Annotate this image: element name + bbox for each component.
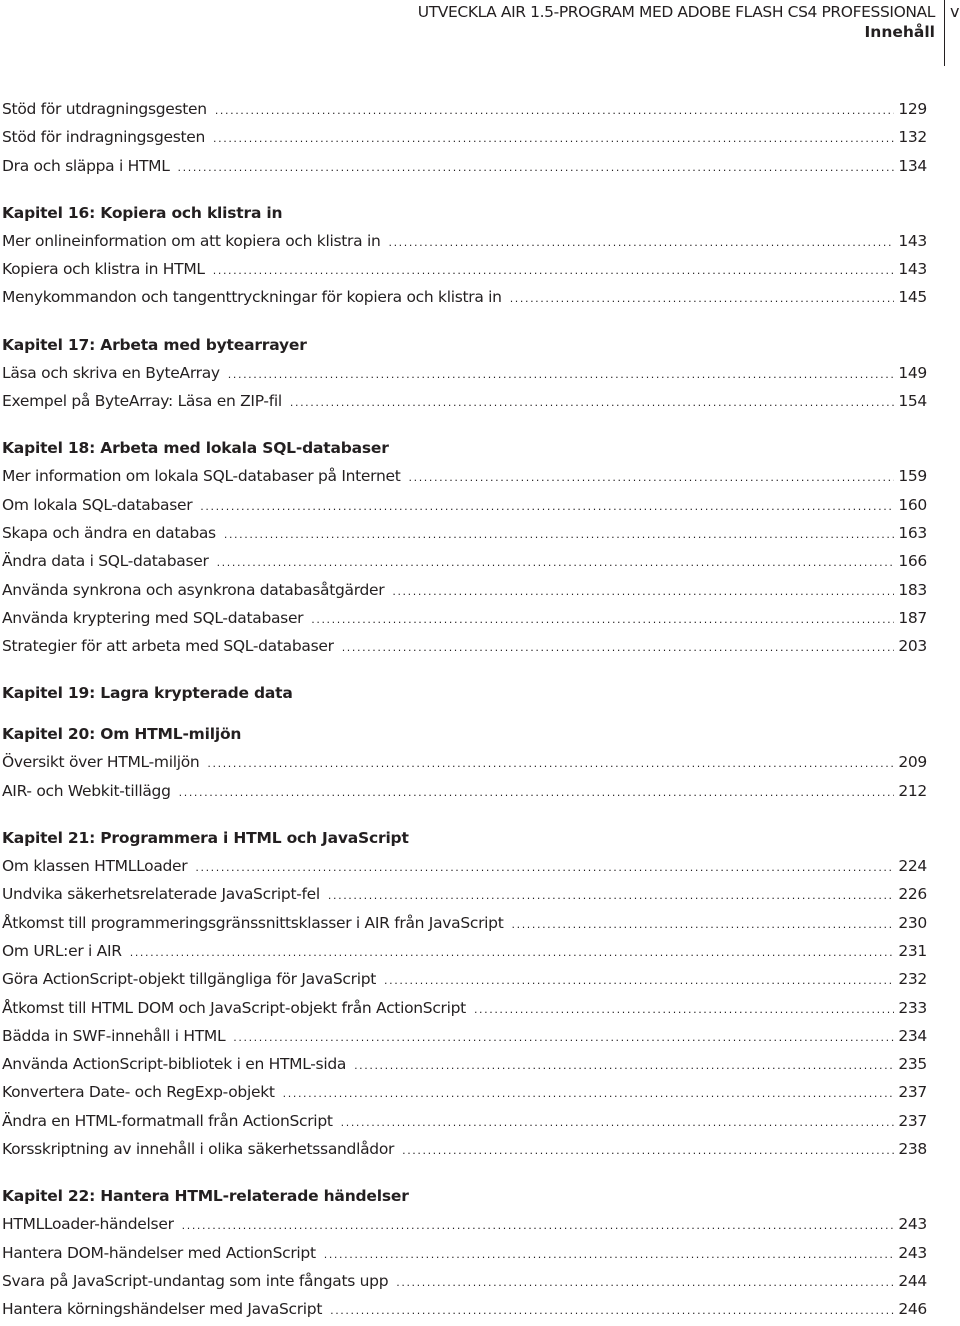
- dot-leader: [290, 389, 894, 417]
- toc-entry-page: 243: [898, 1215, 927, 1234]
- toc-entry[interactable]: [2, 852, 927, 880]
- toc-entry[interactable]: [2, 604, 927, 632]
- toc-entry-page: 145: [898, 288, 927, 307]
- toc-entry-page: 143: [898, 231, 927, 250]
- toc-entry-page: 238: [898, 1140, 927, 1159]
- toc-entry-title: Översikt över HTML-miljön: [2, 753, 200, 772]
- toc-entry-page: 235: [898, 1055, 927, 1074]
- toc-entry[interactable]: [2, 909, 927, 937]
- section-title: Innehåll: [864, 23, 935, 41]
- toc-entry-title: Svara på JavaScript-undantag som inte fångats upp: [2, 1271, 389, 1290]
- dot-leader: [207, 750, 894, 778]
- toc-entry-title: Strategier för att arbeta med SQL-databaser: [2, 637, 334, 656]
- toc-entry-title: Om lokala SQL-databaser: [2, 495, 193, 514]
- toc-entry-title: Läsa och skriva en ByteArray: [2, 363, 220, 382]
- toc-entry-title: Mer information om lokala SQL-databaser på Internet: [2, 467, 401, 486]
- dot-leader: [179, 779, 895, 807]
- toc-entry[interactable]: [2, 1267, 927, 1295]
- toc-entry-title: Åtkomst till programmeringsgränssnittsklasser i AIR från JavaScript: [2, 913, 504, 932]
- dot-leader: [233, 1024, 894, 1052]
- toc-entry[interactable]: [2, 462, 927, 490]
- toc-entry-page: 226: [898, 885, 927, 904]
- toc-entry-page: 132: [898, 128, 927, 147]
- chapter-heading[interactable]: Kapitel 21: Programmera i HTML och JavaScript: [2, 829, 409, 848]
- toc-entry-title: Kopiera och klistra in HTML: [2, 260, 205, 279]
- toc-entry-title: Skapa och ändra en databas: [2, 523, 216, 542]
- chapter-heading[interactable]: Kapitel 20: Om HTML-miljön: [2, 725, 242, 744]
- dot-leader: [213, 257, 895, 285]
- toc-entry-title: Korsskriptning av innehåll i olika säkerhetssandlådor: [2, 1140, 395, 1159]
- toc-entry-title: Menykommandon och tangenttryckningar för kopiera och klistra in: [2, 288, 502, 307]
- toc-entry[interactable]: [2, 880, 927, 908]
- toc-entry[interactable]: [2, 994, 927, 1022]
- toc-entry[interactable]: [2, 123, 927, 151]
- toc-entry-title: Om URL:er i AIR: [2, 941, 122, 960]
- toc-entry-page: 237: [898, 1083, 927, 1102]
- toc-entry-title: Bädda in SWF-innehåll i HTML: [2, 1026, 226, 1045]
- toc-entry[interactable]: [2, 965, 927, 993]
- dot-leader: [200, 493, 894, 521]
- toc-entry-page: 134: [898, 156, 927, 175]
- page-number: v: [950, 2, 960, 21]
- toc-entry-page: 244: [898, 1271, 927, 1290]
- dot-leader: [228, 361, 895, 389]
- dot-leader: [392, 578, 894, 606]
- toc-entry-page: 163: [898, 523, 927, 542]
- header-divider: [944, 0, 945, 66]
- book-title: UTVECKLA AIR 1.5-PROGRAM MED ADOBE FLASH CS4 PROFESSIONAL: [417, 3, 935, 21]
- toc-entry[interactable]: [2, 1295, 927, 1323]
- toc-entry-title: Konvertera Date- och RegExp-objekt: [2, 1083, 275, 1102]
- toc-entry-page: 231: [898, 941, 927, 960]
- chapter-heading[interactable]: Kapitel 17: Arbeta med bytearrayer: [2, 335, 307, 354]
- toc-entry-page: 233: [898, 998, 927, 1017]
- toc-entry-page: 203: [898, 637, 927, 656]
- chapter-heading[interactable]: Kapitel 18: Arbeta med lokala SQL-databaser: [2, 439, 389, 458]
- toc-entry[interactable]: [2, 547, 927, 575]
- dot-leader: [224, 521, 894, 549]
- toc-entry-title: Om klassen HTMLLoader: [2, 857, 188, 876]
- toc-entry[interactable]: [2, 387, 927, 415]
- toc-entry-title: AIR- och Webkit-tillägg: [2, 781, 171, 800]
- table-of-contents: [2, 95, 927, 1324]
- dot-leader: [213, 125, 894, 153]
- dot-leader: [130, 939, 895, 967]
- toc-entry[interactable]: [2, 152, 927, 180]
- dot-leader: [215, 97, 895, 125]
- toc-entry-page: 183: [898, 580, 927, 599]
- dot-leader: [388, 229, 894, 257]
- toc-entry[interactable]: [2, 283, 927, 311]
- toc-entry-title: HTMLLoader-händelser: [2, 1215, 174, 1234]
- toc-entry-page: 143: [898, 260, 927, 279]
- toc-entry[interactable]: [2, 359, 927, 387]
- dot-leader: [311, 606, 894, 634]
- dot-leader: [328, 882, 894, 910]
- toc-entry[interactable]: [2, 1107, 927, 1135]
- dot-leader: [512, 911, 895, 939]
- toc-entry-page: 234: [898, 1026, 927, 1045]
- toc-entry[interactable]: [2, 1239, 927, 1267]
- dot-leader: [354, 1052, 894, 1080]
- toc-entry-page: 246: [898, 1300, 927, 1319]
- toc-entry-title: Dra och släppa i HTML: [2, 156, 170, 175]
- dot-leader: [402, 1137, 894, 1165]
- dot-leader: [182, 1212, 895, 1240]
- toc-entry-page: 230: [898, 913, 927, 932]
- toc-entry-page: 154: [898, 392, 927, 411]
- toc-entry[interactable]: [2, 491, 927, 519]
- toc-entry-title: Använda synkrona och asynkrona databasåtgärder: [2, 580, 385, 599]
- toc-entry-page: 224: [898, 857, 927, 876]
- toc-entry-title: Exempel på ByteArray: Läsa en ZIP-fil: [2, 392, 282, 411]
- toc-entry-page: 129: [898, 100, 927, 118]
- dot-leader: [178, 154, 895, 182]
- toc-entry[interactable]: [2, 227, 927, 255]
- toc-entry-title: Använda kryptering med SQL-databaser: [2, 608, 304, 627]
- dot-leader: [217, 549, 895, 577]
- dot-leader: [342, 634, 895, 662]
- toc-entry[interactable]: [2, 748, 927, 776]
- dot-leader: [195, 854, 894, 882]
- toc-entry-page: 159: [898, 467, 927, 486]
- dot-leader: [283, 1080, 895, 1108]
- dot-leader: [409, 464, 895, 492]
- toc-entry-title: Ändra en HTML-formatmall från ActionScript: [2, 1111, 333, 1130]
- toc-entry[interactable]: [2, 1078, 927, 1106]
- dot-leader: [510, 285, 895, 313]
- toc-entry-title: Hantera körningshändelser med JavaScript: [2, 1300, 323, 1319]
- toc-entry[interactable]: [2, 255, 927, 283]
- toc-entry-page: 209: [898, 753, 927, 772]
- page-header: [0, 0, 960, 60]
- toc-entry-page: 232: [898, 970, 927, 989]
- toc-entry[interactable]: [2, 1135, 927, 1163]
- dot-leader: [330, 1297, 894, 1325]
- chapter-heading[interactable]: Kapitel 16: Kopiera och klistra in: [2, 203, 283, 222]
- toc-entry[interactable]: [2, 777, 927, 805]
- toc-entry-title: Undvika säkerhetsrelaterade JavaScript-fel: [2, 885, 320, 904]
- toc-entry-title: Hantera DOM-händelser med ActionScript: [2, 1243, 316, 1262]
- toc-entry-page: 160: [898, 495, 927, 514]
- toc-entry[interactable]: [2, 576, 927, 604]
- toc-entry-title: Mer onlineinformation om att kopiera och klistra in: [2, 231, 381, 250]
- toc-entry[interactable]: [2, 1210, 927, 1238]
- toc-entry-page: 149: [898, 363, 927, 382]
- toc-entry[interactable]: [2, 937, 927, 965]
- dot-leader: [324, 1241, 895, 1269]
- toc-entry[interactable]: [2, 95, 927, 123]
- toc-entry-title: Stöd för indragningsgesten: [2, 128, 206, 147]
- toc-entry-page: 166: [898, 552, 927, 571]
- toc-entry-page: 243: [898, 1243, 927, 1262]
- toc-entry[interactable]: [2, 632, 927, 660]
- toc-entry[interactable]: [2, 1022, 927, 1050]
- dot-leader: [341, 1109, 895, 1137]
- dot-leader: [396, 1269, 894, 1297]
- toc-entry-title: Åtkomst till HTML DOM och JavaScript-objekt från ActionScript: [2, 998, 466, 1017]
- toc-entry-page: 212: [898, 781, 927, 800]
- toc-entry[interactable]: [2, 1050, 927, 1078]
- chapter-heading[interactable]: Kapitel 19: Lagra krypterade data: [2, 684, 293, 703]
- chapter-heading[interactable]: Kapitel 22: Hantera HTML-relaterade händelser: [2, 1187, 409, 1206]
- toc-entry-title: Ändra data i SQL-databaser: [2, 552, 209, 571]
- dot-leader: [474, 996, 894, 1024]
- toc-entry-title: Stöd för utdragningsgesten: [2, 100, 207, 118]
- toc-entry-title: Använda ActionScript-bibliotek i en HTML-sida: [2, 1055, 347, 1074]
- toc-entry-title: Göra ActionScript-objekt tillgängliga för JavaScript: [2, 970, 377, 989]
- dot-leader: [384, 967, 894, 995]
- toc-entry-page: 187: [898, 608, 927, 627]
- toc-entry[interactable]: [2, 519, 927, 547]
- toc-entry-page: 237: [898, 1111, 927, 1130]
